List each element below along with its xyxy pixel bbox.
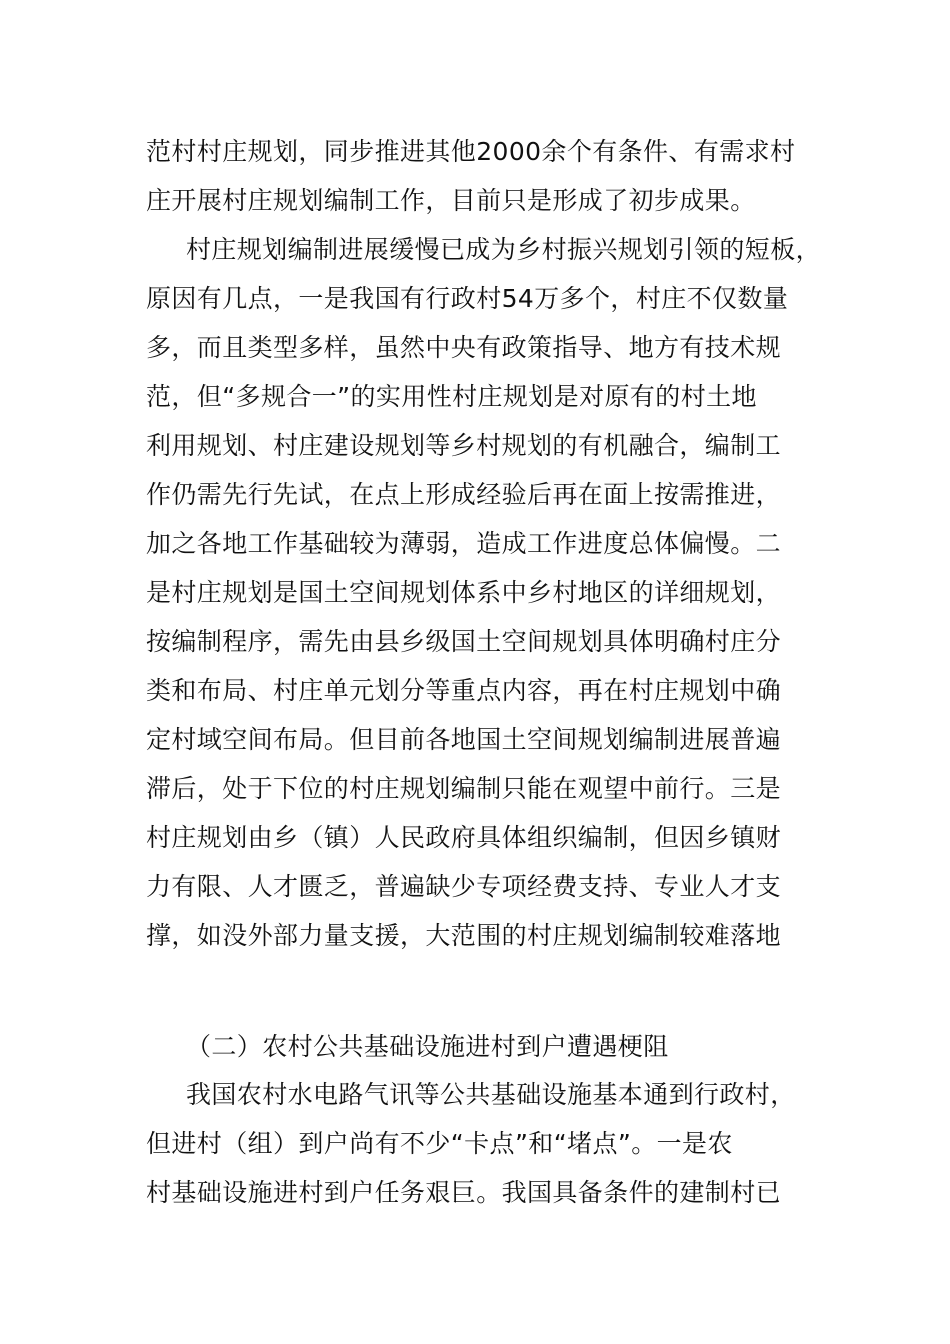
paragraph-2-line-3: 多，而且类型多样，虽然中央有政策指导、地方有技术规 <box>146 333 782 362</box>
paragraph-2-line-13: 村庄规划由乡（镇）人民政府具体组织编制，但因乡镇财 <box>146 823 782 852</box>
paragraph-2-line-10: 类和布局、村庄单元划分等重点内容，再在村庄规划中确 <box>146 676 782 705</box>
paragraph-2-line-4: 范，但“多规合一”的实用性村庄规划是对原有的村土地 <box>146 382 757 411</box>
paragraph-2-line-1: 村庄规划编制进展缓慢已成为乡村振兴规划引领的短板， <box>186 235 822 264</box>
paragraph-2-line-5: 利用规划、村庄建设规划等乡村规划的有机融合，编制工 <box>146 431 782 460</box>
paragraph-3-line-1: 我国农村水电路气讯等公共基础设施基本通到行政村， <box>186 1080 796 1109</box>
paragraph-1-line-1: 范村村庄规划，同步推进其他2000余个有条件、有需求村 <box>146 137 796 166</box>
paragraph-3-line-3: 村基础设施进村到户任务艰巨。我国具备条件的建制村已 <box>146 1178 782 1207</box>
paragraph-2-line-14: 力有限、人才匮乏，普遍缺少专项经费支持、专业人才支 <box>146 872 782 901</box>
section-heading: （二）农村公共基础设施进村到户遭遇梗阻 <box>186 1032 669 1061</box>
paragraph-2-line-6: 作仍需先行先试，在点上形成经验后再在面上按需推进， <box>146 480 782 509</box>
paragraph-1-line-2: 庄开展村庄规划编制工作，目前只是形成了初步成果。 <box>146 186 756 215</box>
paragraph-2-line-9: 按编制程序，需先由县乡级国土空间规划具体明确村庄分 <box>146 627 782 656</box>
paragraph-2-line-2: 原因有几点，一是我国有行政村54万多个，村庄不仅数量 <box>146 284 789 313</box>
paragraph-3-line-2: 但进村（组）到户尚有不少“卡点”和“堵点”。一是农 <box>146 1129 733 1158</box>
paragraph-2-line-7: 加之各地工作基础较为薄弱，造成工作进度总体偏慢。二 <box>146 529 782 558</box>
paragraph-2-line-8: 是村庄规划是国土空间规划体系中乡村地区的详细规划， <box>146 578 782 607</box>
paragraph-2-line-12: 滞后，处于下位的村庄规划编制只能在观望中前行。三是 <box>146 774 782 803</box>
paragraph-2-line-11: 定村域空间布局。但目前各地国土空间规划编制进展普遍 <box>146 725 782 754</box>
paragraph-2-line-15: 撑，如没外部力量支援，大范围的村庄规划编制较难落地 <box>146 921 782 950</box>
